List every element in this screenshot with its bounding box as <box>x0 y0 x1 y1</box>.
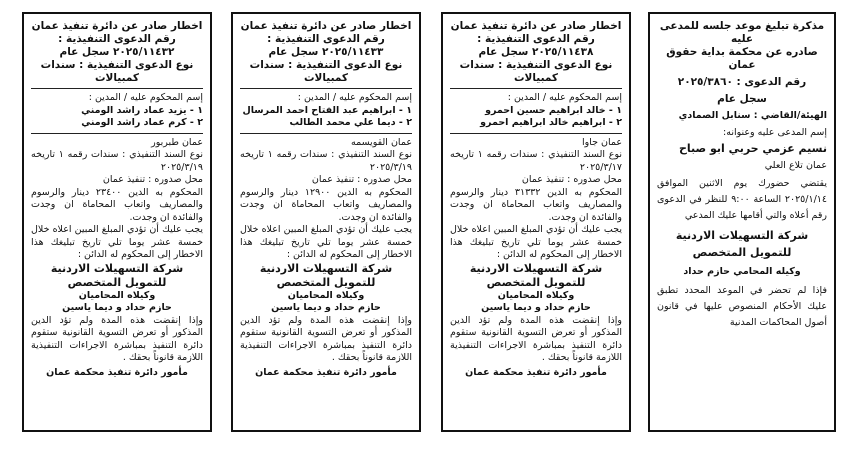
defendant-name: نسيم عزمي حربي ابو صباح <box>678 142 827 155</box>
defendant-label: إسم المدعى عليه وعنوانه: <box>723 126 827 138</box>
summons-notice <box>648 12 836 432</box>
judge: الهيئة/القاضي : سنابل الصمادي <box>678 110 827 121</box>
agent-names: حازم حداد و ديما ياسين <box>62 302 172 313</box>
agents-label: وكيلاه المحاميان <box>497 289 575 301</box>
debtor-name: ١ - خالد ابراهيم حسين احمرو <box>485 104 622 116</box>
defendant-address: عمان تلاع العلي <box>764 160 827 171</box>
bond-source: محل صدوره : تنفيذ عمان <box>311 174 412 185</box>
debtor-address: عمان جاوا <box>581 136 622 148</box>
case-year: ٢٠٢٥/١١٤٣٢ سجل عام <box>59 46 175 58</box>
debtor-address: عمان طبربور <box>151 136 203 148</box>
signature: مأمور دائرة تنفيذ محكمة عمان <box>255 366 397 378</box>
case-year: ٢٠٢٥/١١٤٣٨ سجل عام <box>478 46 594 58</box>
case-type: نوع الدعوى التنفيذية : سندات كمبيالات <box>459 59 613 84</box>
execution-notice <box>22 12 212 432</box>
debtor-name: ٢ - ديما علي محمد الطالب <box>289 117 412 128</box>
agent-names: حازم حداد و ديما ياسين <box>481 302 591 313</box>
case-number: رقم الدعوى التنفيذية : <box>58 33 176 45</box>
payment-demand: يجب عليك أن تؤدي المبلغ المبين اعلاه خلال خمسة عشر يوما تلي تاريخ تبليغك هذا الاخطار إلى المحكوم له الدائن : <box>450 224 622 260</box>
notice-subtitle: صادره عن محكمة بداية حقوق عمان <box>666 46 818 71</box>
judgment-amount: المحكوم به الدين ٢٣٤٠٠ دينار والرسوم والمصاريف واتعاب المحاماة ان وجدت والفائدة ان وجدت. <box>31 186 203 223</box>
case-year: ٢٠٢٥/١١٤٣٣ سجل عام <box>268 46 384 58</box>
debtors-label: إسم المحكوم عليه / المدين : <box>88 92 203 103</box>
debtors-label: إسم المحكوم عليه / المدين : <box>297 92 412 103</box>
bond-info: نوع السند التنفيذي : سندات رقمه ١ تاريخه ٢٠٢٥/٣/١٩ <box>31 149 204 173</box>
payment-demand: يجب عليك أن تؤدي المبلغ المبين اعلاه خلال خمسة عشر يوما تلي تاريخ تبليغك هذا الاخطار إلى المحكوم له الدائن : <box>31 224 203 260</box>
notice-title: مذكرة تبليغ موعد جلسه للمدعى عليه <box>659 20 825 45</box>
agent-names: حازم حداد و ديما ياسين <box>271 302 381 313</box>
hearing-body: يقتضي حضورك يوم الاثنين الموافق ٢٠٢٥/١/١٤ الساعة ٩:٠٠ للنظر في الدعوى رقم أعلاه والتي أقامها عليك المدعي <box>657 177 827 221</box>
case-type: سجل عام <box>717 93 767 105</box>
divider <box>450 133 622 134</box>
case-number: رقم الدعوى : ٢٠٢٥/٣٨٦٠ <box>677 76 807 88</box>
bond-source: محل صدوره : تنفيذ عمان <box>521 174 622 185</box>
agents-label: وكيلاه المحاميان <box>78 289 156 301</box>
signature: مأمور دائرة تنفيذ محكمة عمان <box>46 366 188 378</box>
creditor-name: شركة التسهيلات الاردنية للتمويل المتخصص <box>469 261 603 289</box>
warning-text: وإذا إنقضت هذه المدة ولم تؤد الدين المذكور أو تعرض التسوية القانونية ستقوم دائرة التنفيذ بمباشرة الاجراءات التنفيذية اللازمة قانوناً بحقك . <box>31 314 203 363</box>
plaintiff-name: شركة التسهيلات الاردنية للتمويل المتخصص <box>675 228 809 259</box>
execution-notice <box>231 12 421 432</box>
debtor-name: ٢ - ابراهيم خالد ابراهيم احمرو <box>480 117 622 128</box>
execution-notice <box>441 12 631 432</box>
case-type: نوع الدعوى التنفيذية : سندات كمبيالات <box>249 59 403 84</box>
notice-title: اخطار صادر عن دائرة تنفيذ عمان <box>450 20 622 32</box>
warning-text: وإذا إنقضت هذه المدة ولم تؤد الدين المذكور أو تعرض التسوية القانونية ستقوم دائرة التنفيذ بمباشرة الاجراءات التنفيذية اللازمة قانوناً بحقك . <box>240 314 412 363</box>
divider <box>240 88 412 89</box>
bond-info: نوع السند التنفيذي : سندات رقمه ١ تاريخه ٢٠٢٥/٣/١٧ <box>450 149 623 173</box>
signature: مأمور دائرة تنفيذ محكمة عمان <box>465 366 607 378</box>
divider <box>450 88 622 89</box>
divider <box>31 133 203 134</box>
judgment-amount: المحكوم به الدين ٣١٣٣٢ دينار والرسوم والمصاريف واتعاب المحاماة ان وجدت والفائدة ان وجدت. <box>450 186 622 223</box>
notice-title: اخطار صادر عن دائرة تنفيذ عمان <box>240 20 412 32</box>
debtor-name: ٢ - كرم عماد راشد الومني <box>81 117 203 128</box>
debtors-label: إسم المحكوم عليه / المدين : <box>507 92 622 103</box>
debtor-name: ١ - يزيد عماد راشد الومني <box>81 104 203 116</box>
bond-info: نوع السند التنفيذي : سندات رقمه ١ تاريخه ٢٠٢٥/٣/١٩ <box>240 149 413 173</box>
case-type: نوع الدعوى التنفيذية : سندات كمبيالات <box>40 59 194 84</box>
notice-title: اخطار صادر عن دائرة تنفيذ عمان <box>31 20 203 32</box>
warning-text: وإذا إنقضت هذه المدة ولم تؤد الدين المذكور أو تعرض التسوية القانونية ستقوم دائرة التنفيذ بمباشرة الاجراءات التنفيذية اللازمة قانوناً بحقك . <box>450 314 622 363</box>
payment-demand: يجب عليك أن تؤدي المبلغ المبين اعلاه خلال خمسة عشر يوما تلي تاريخ تبليغك هذا الاخطار إلى المحكوم له الدائن : <box>240 224 412 260</box>
lawyer-name: وكيله المحامي حازم حداد <box>683 265 801 277</box>
case-number: رقم الدعوى التنفيذية : <box>477 33 595 45</box>
judgment-amount: المحكوم به الدين ١٢٩٠٠ دينار والرسوم والمصاريف واتعاب المحاماة ان وجدت والفائدة ان وجدت. <box>240 186 412 223</box>
debtor-address: عمان القويسمه <box>350 136 412 148</box>
divider <box>240 133 412 134</box>
summons-footer: فإذا لم تحضر في الموعد المحدد تطبق عليك الأحكام المنصوص عليها في قانون أصول المحاكمات المدنية <box>657 285 827 328</box>
creditor-name: شركة التسهيلات الاردنية للتمويل المتخصص <box>50 261 184 289</box>
debtor-name: ١ - ابراهيم عبد الفتاح احمد المرسال <box>242 104 412 116</box>
case-number: رقم الدعوى التنفيذية : <box>267 33 385 45</box>
bond-source: محل صدوره : تنفيذ عمان <box>102 174 203 185</box>
divider <box>31 88 203 89</box>
creditor-name: شركة التسهيلات الاردنية للتمويل المتخصص <box>259 261 393 289</box>
agents-label: وكيلاه المحاميان <box>287 289 365 301</box>
